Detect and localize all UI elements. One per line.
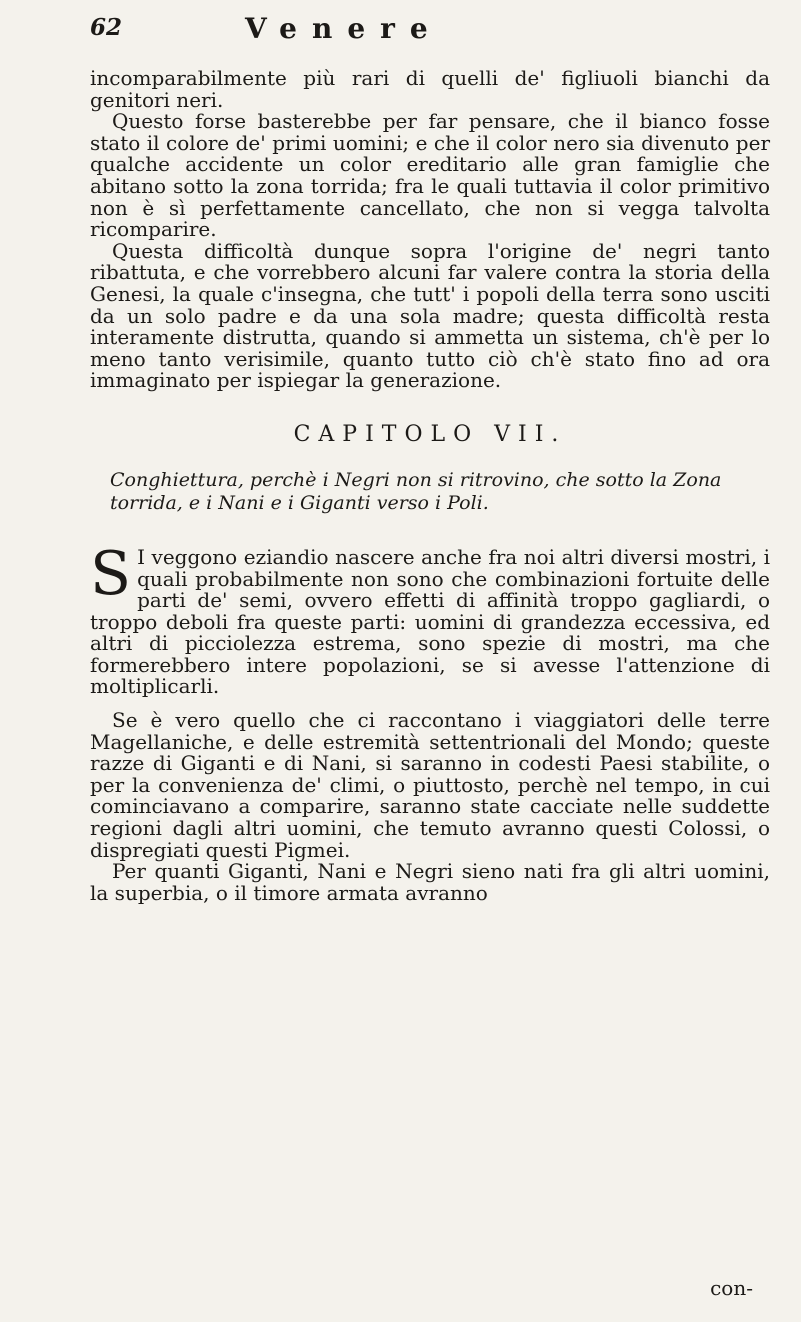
paragraph: Questa difficoltà dunque sopra l'origine de' negri tanto ribattuta, e che vorrebbero alcuni far valere contra la storia della Genesi, la quale c'insegna, che tutt' i popoli della terra sono usciti da un solo padre e da una sola madre; questa difficoltà resta interamente distrutta, quando si ammetta un sistema, ch'è per lo meno tanto verisimile, quanto tutto ciò ch'è stato fino ad ora immaginato per ispiegar la generazione. [90,238,770,393]
chapter-summary: Conghiettura, perchè i Negri non si ritrovino, che sotto la Zona torrida, e i Nani e i Giganti verso i Poli. [110,468,722,514]
running-head [90,12,770,45]
paragraph: Questo forse basterebbe per far pensare, che il bianco fosse stato il colore de' primi uomini; e che il color nero sia divenuto per qualche accidente un color ereditario alle gran famiglie che abitano sotto la zona torrida; fra le quali tuttavia il color primitivo non è sì perfettamente cancellato, che non si vegga talvolta ricomparire. [90,109,770,242]
paragraph-continuation: incomparabilmente più rari di quelli de' figliuoli bianchi da genitori neri. [90,66,770,112]
paragraph-text: I veggono eziandio nascere anche fra noi altri diversi mostri, i quali probabilmente non sono che combinazioni fortuite delle parti de' semi, ovvero effetti di affinità troppo gagliardi, o troppo deboli fra queste parti: uomini di grandezza eccessiva, ed altri di picciolezza estrema, sono spezie di mostri, ma che formerebbero intere popolazioni, se si avesse l'attenzione di moltiplicarli. [90,544,770,699]
page-number: 62 [90,14,123,41]
catchword: con- [710,1276,753,1300]
running-title: Venere [245,12,443,45]
paragraph: Per quanti Giganti, Nani e Negri sieno nati fra gli altri uomini, la superbia, o il timore armata avranno [90,859,770,905]
chapter-heading: CAPITOLO VII. [293,421,567,447]
paragraph: Se è vero quello che ci raccontano i viaggiatori delle terre Magellaniche, e delle estremità settentrionali del Mondo; queste razze di Giganti e di Nani, si saranno in codesti Paesi stabilite, o per la convenienza de' climi, o piuttosto, perchè nel tempo, in cui cominciavano a comparire, saranno state cacciate nelle suddette regioni dagli altri uomini, che temuto avranno questi Colossi, o dispregiati questi Pigmei. [90,708,770,862]
chapter-first-paragraph [90,538,770,699]
drop-cap: S [90,538,132,609]
